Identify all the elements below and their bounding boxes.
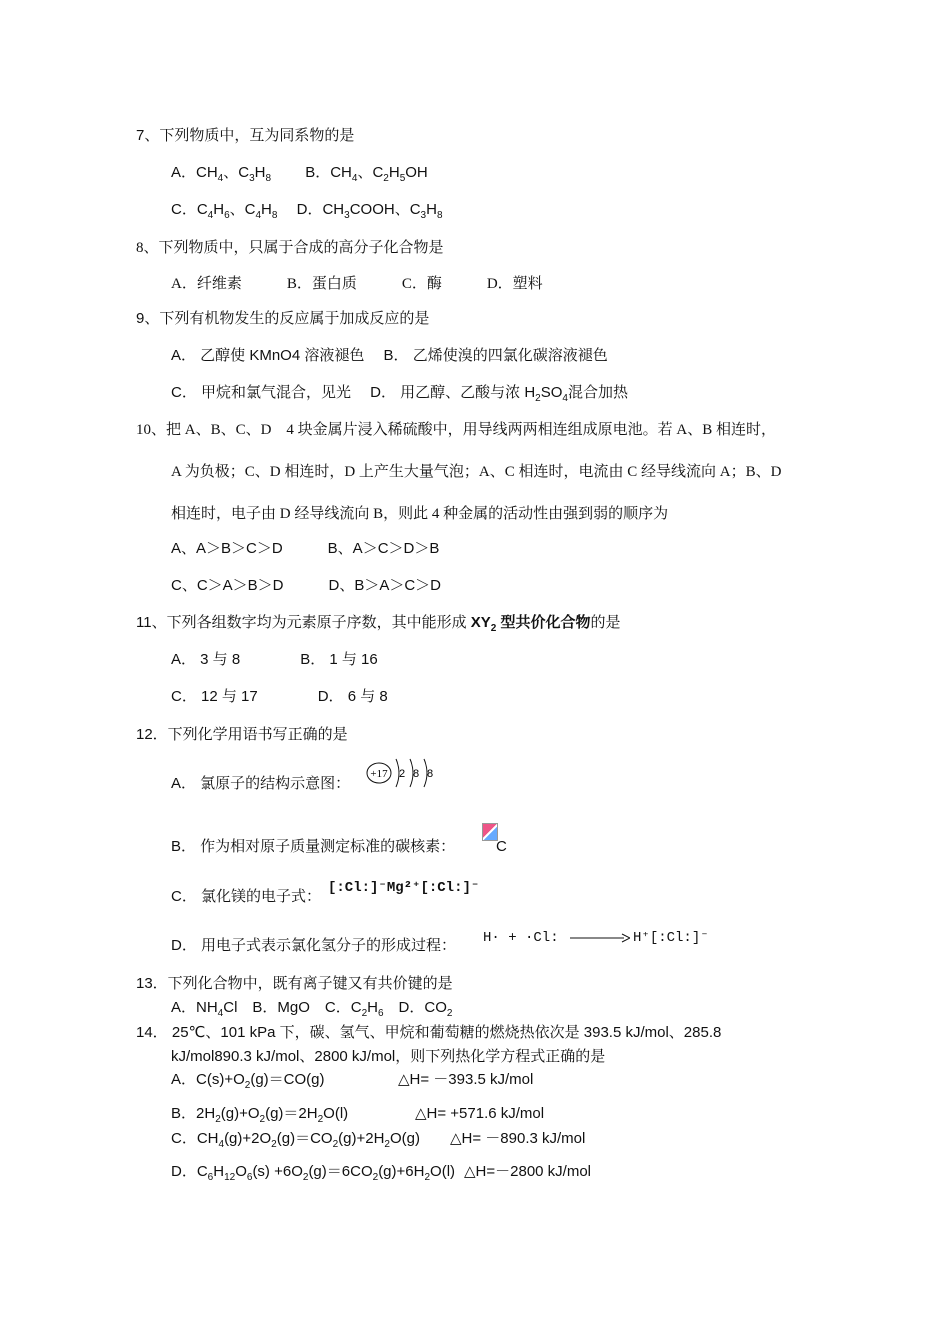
q14-option-a: A．$C(s)+O_2(g)=CO(g)$: [171, 1071, 325, 1091]
mgcl2-electron-formula: [:Cl:]⁻Mg²⁺[:Cl:]⁻: [328, 880, 480, 896]
q11-options-cd: C． 12 与 17 D． 6 与 8: [171, 688, 388, 705]
q11-stem: 11、下列各组数字均为元素原子序数，其中能形成 $XY_2$ 型共价化合物的是: [136, 614, 621, 634]
q14-option-d-enthalpy: △H=－2800 kJ/mol: [464, 1163, 592, 1180]
q14-option-d: D．$C_6H_{12}O_6(s) +6O_2(g)=6CO_2(g)+6H_2O(l)$: [171, 1163, 456, 1183]
q7-options-cd: C．$C_4H_6$、$C_4H_8$ D．$CH_3COOH$、$C_3H_8$: [171, 201, 443, 221]
q12-option-c: C． 氯化镁的电子式：: [171, 888, 322, 905]
reaction-arrow-icon: [570, 930, 630, 946]
q12-stem: 12．下列化学用语书写正确的是: [136, 726, 348, 743]
atom-shell-2: 8: [412, 768, 420, 780]
q8-options: A．纤维素 B．蛋白质 C．酶 D．塑料: [171, 276, 543, 292]
q14-option-a-enthalpy: △H= －393.5 kJ/mol: [398, 1071, 534, 1088]
q13-stem: 13．下列化合物中，既有离子键又有共价键的是: [136, 975, 453, 992]
q11-options-ab: A． 3 与 8 B． 1 与 16: [171, 651, 378, 668]
atom-nucleus-label: +17: [370, 768, 388, 780]
q9-options-cd: C． 甲烷和氯气混合，见光 D． 用乙醇、乙酸与浓 $H_2SO_4$混合加热: [171, 384, 628, 404]
q14-option-c-enthalpy: △H= －890.3 kJ/mol: [450, 1130, 586, 1147]
q10-line1: 10、把 A、B、C、D 4 块金属片浸入稀硫酸中，用导线两两相连组成原电池。若 A、B 相连时，: [136, 422, 777, 438]
q10-options-ab: A、A＞B＞C＞D B、A＞C＞D＞B: [171, 540, 440, 557]
q7-options-ab: A．$CH_4$、$C_3H_8$ B．$CH_4$、$C_2H_5OH$: [171, 164, 428, 184]
q10-options-cd: C、C＞A＞B＞D D、B＞A＞C＞D: [171, 577, 442, 594]
q12-option-a: A． 氯原子的结构示意图：: [171, 775, 351, 792]
q14-stem-line1: 14． 25℃、101 kPa 下，碳、氢气、甲烷和葡萄糖的燃烧热依次是 393.5 kJ/mol、285.8: [136, 1024, 722, 1041]
q14-stem-line2: kJ/mol890.3 kJ/mol、2800 kJ/mol，则下列热化学方程式正确的是: [171, 1048, 606, 1065]
q14-option-b-enthalpy: △H= +571.6 kJ/mol: [415, 1105, 545, 1122]
q12-option-b: B． 作为相对原子质量测定标准的碳核素：: [171, 838, 456, 855]
atom-shell-3: 8: [426, 768, 434, 780]
carbon-symbol: C: [496, 838, 507, 855]
atom-shell-1: 2: [398, 768, 406, 780]
q9-stem: 9、下列有机物发生的反应属于加成反应的是: [136, 310, 430, 327]
hcl-right-formula: H⁺[:Cl:]⁻: [633, 930, 709, 946]
q13-options: A．$NH_4Cl$ B．MgO C．$C_2H_6$ D．$CO_2$: [171, 999, 453, 1019]
hcl-left-formula: H· + ·Cl:: [483, 930, 559, 946]
q8-stem: 8、下列物质中，只属于合成的高分子化合物是: [136, 240, 444, 256]
q7-stem: 7、下列物质中，互为同系物的是: [136, 127, 355, 144]
q14-option-b: B．$2H_2(g)+O_2(g)=2H_2O(l)$: [171, 1105, 349, 1125]
chlorine-atom-diagram: [366, 757, 438, 791]
q9-options-ab: A． 乙醇使 KMnO4 溶液褪色 B． 乙烯使溴的四氯化碳溶液褪色: [171, 347, 608, 364]
q10-line3: 相连时，电子由 D 经导线流向 B，则此 4 种金属的活动性由强到弱的顺序为: [171, 506, 669, 522]
q14-option-c: C．$CH_4(g)+2O_2(g)=CO_2(g)+2H_2O(g)$: [171, 1130, 420, 1150]
q10-line2: A 为负极；C、D 相连时，D 上产生大量气泡；A、C 相连时，电流由 C 经导线流向 A；B、D: [171, 464, 782, 480]
q12-option-d: D． 用电子式表示氯化氢分子的形成过程：: [171, 937, 457, 954]
